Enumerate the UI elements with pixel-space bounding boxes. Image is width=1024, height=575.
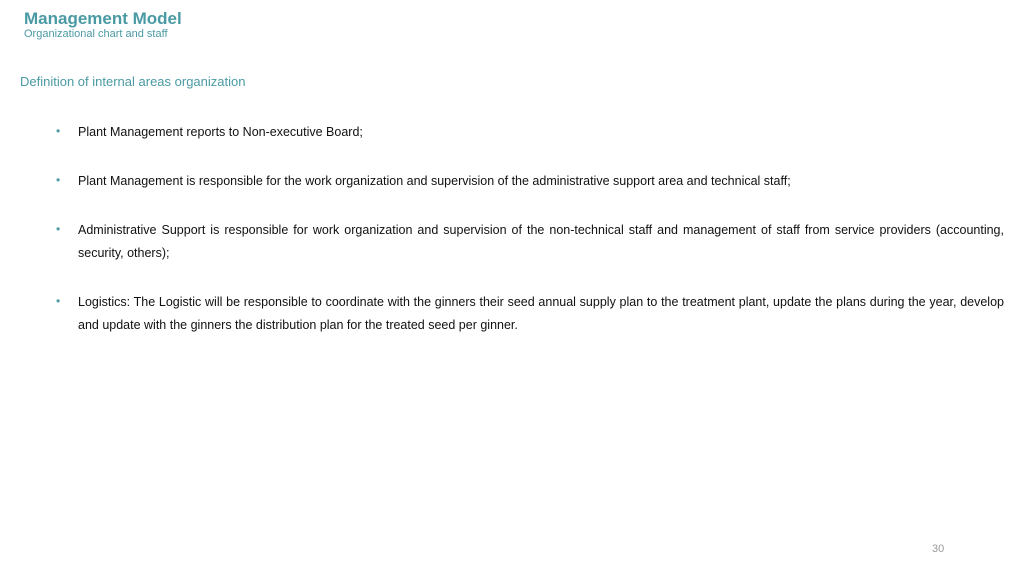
bullet-text: Logistics: The Logistic will be responsible to coordinate with the ginners their seed annual supply plan to the treatment plant, update the plans during the year, develop and update with the ginners the distribution plan for the treated seed per ginner.: [78, 295, 1004, 332]
bullet-marker: •: [56, 173, 61, 187]
bullet-item: [56, 291, 1004, 337]
bullet-item: [56, 121, 1004, 144]
bullet-list: [56, 121, 1004, 363]
section-heading: Definition of internal areas organization: [20, 74, 246, 89]
bullet-item: [56, 219, 1004, 265]
bullet-marker: •: [56, 294, 61, 308]
slide-title: Management Model: [24, 9, 182, 28]
slide-subtitle: Organizational chart and staff: [24, 28, 168, 40]
bullet-text: Plant Management reports to Non-executive Board;: [78, 125, 363, 139]
bullet-marker: •: [56, 124, 61, 138]
bullet-item: [56, 170, 1004, 193]
bullet-text: Administrative Support is responsible for work organization and supervision of the non-technical staff and management of staff from service providers (accounting, security, others);: [78, 223, 1004, 260]
page-number: 30: [932, 543, 945, 555]
bullet-text: Plant Management is responsible for the work organization and supervision of the administrative support area and technical staff;: [78, 174, 791, 188]
bullet-marker: •: [56, 222, 61, 236]
